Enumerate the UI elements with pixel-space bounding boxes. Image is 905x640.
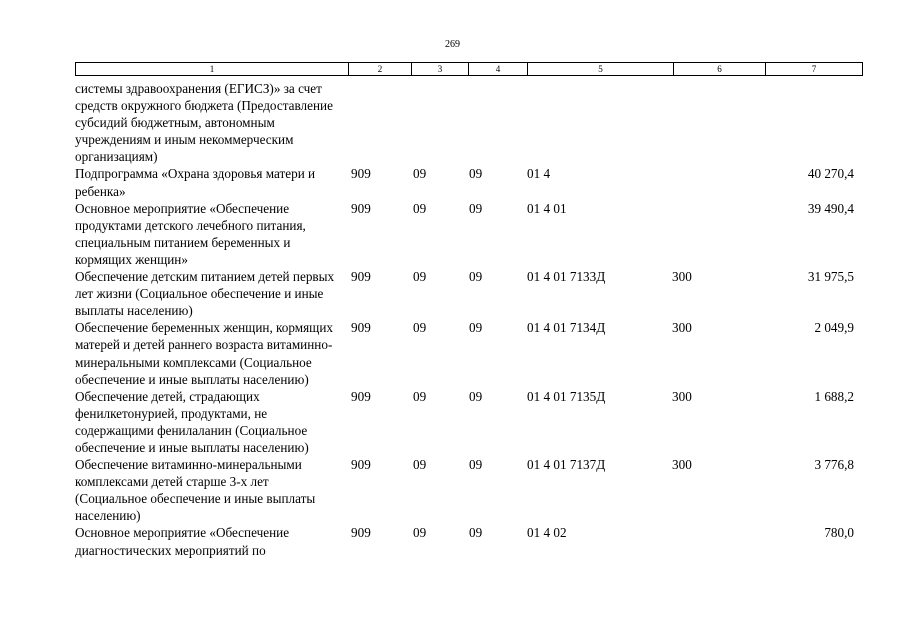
row-ministry <box>347 80 409 165</box>
row-name: Основное мероприятие «Обеспечение продуктами детского лечебного питания, специальным питанием беременных и кормящих женщин» <box>75 200 306 267</box>
table-row <box>75 80 855 165</box>
row-ministry: 909 <box>351 320 371 336</box>
row-section: 09 <box>413 269 427 285</box>
row-section <box>409 80 465 165</box>
row-name: Обеспечение витаминно-минеральными комплексами детей старше 3-х лет (Социальное обеспечение и иные выплаты населению) <box>75 457 316 524</box>
row-subsection: 09 <box>469 166 483 182</box>
row-section: 09 <box>413 320 427 336</box>
row-expense-type <box>668 200 759 268</box>
table-row <box>75 319 855 387</box>
row-target: 01 4 02 <box>527 525 567 541</box>
row-ministry: 909 <box>351 388 371 404</box>
row-section: 09 <box>413 525 427 541</box>
row-name: Подпрограмма «Охрана здоровья матери и ребенка» <box>75 166 316 199</box>
row-section: 09 <box>413 166 427 182</box>
row-ministry: 909 <box>351 200 371 216</box>
row-expense-type: 300 <box>672 388 692 404</box>
row-section: 09 <box>413 388 427 404</box>
row-target: 01 4 01 <box>527 200 567 216</box>
row-name: системы здравоохранения (ЕГИСЗ)» за счет средств окружного бюджета (Предоставление субсидий бюджетным, автономным учреждениям и иным некоммерческим организациям) <box>75 81 333 165</box>
row-subsection: 09 <box>469 200 483 216</box>
table-row <box>75 388 855 456</box>
header-col-3: 3 <box>412 63 469 76</box>
row-subsection: 09 <box>469 269 483 285</box>
row-subsection: 09 <box>469 388 483 404</box>
header-row <box>76 63 863 76</box>
row-amount: 780,0 <box>824 525 854 541</box>
budget-table <box>75 80 855 559</box>
row-amount: 1 688,2 <box>814 388 854 404</box>
table-row <box>75 165 855 199</box>
row-section: 09 <box>413 457 427 473</box>
row-expense-type <box>668 80 759 165</box>
row-amount: 40 270,4 <box>807 166 854 182</box>
row-name: Обеспечение детей, страдающих фенилкетонурией, продуктами, не содержащими фенилаланин (Социальное обеспечение и иные выплаты населению) <box>75 388 309 455</box>
row-amount: 3 776,8 <box>814 457 854 473</box>
row-ministry: 909 <box>351 269 371 285</box>
row-expense-type <box>668 524 759 558</box>
table-row <box>75 268 855 319</box>
row-amount <box>759 80 855 165</box>
header-col-5: 5 <box>528 63 674 76</box>
row-subsection: 09 <box>469 320 483 336</box>
row-expense-type <box>668 165 759 199</box>
header-col-2: 2 <box>349 63 412 76</box>
row-subsection: 09 <box>469 457 483 473</box>
row-ministry: 909 <box>351 166 371 182</box>
table-row <box>75 200 855 268</box>
page-number: 269 <box>445 39 460 50</box>
row-subsection <box>465 80 523 165</box>
table-row <box>75 524 855 558</box>
row-target <box>523 80 668 165</box>
row-section: 09 <box>413 200 427 216</box>
column-number-header <box>75 62 863 76</box>
row-amount: 39 490,4 <box>807 200 854 216</box>
header-col-7: 7 <box>766 63 863 76</box>
row-target: 01 4 01 7135Д <box>527 388 606 404</box>
row-target: 01 4 <box>527 166 551 182</box>
table-row <box>75 456 855 524</box>
row-target: 01 4 01 7137Д <box>527 457 606 473</box>
row-name: Основное мероприятие «Обеспечение диагностических мероприятий по <box>75 525 290 558</box>
row-target: 01 4 01 7134Д <box>527 320 606 336</box>
row-name: Обеспечение беременных женщин, кормящих матерей и детей раннего возраста витаминно-минеральными комплексами (Социальное обеспечение и иные выплаты населению) <box>75 320 333 387</box>
header-col-6: 6 <box>674 63 766 76</box>
row-expense-type: 300 <box>672 320 692 336</box>
header-col-4: 4 <box>469 63 528 76</box>
row-amount: 31 975,5 <box>807 269 854 285</box>
row-ministry: 909 <box>351 457 371 473</box>
row-expense-type: 300 <box>672 269 692 285</box>
row-target: 01 4 01 7133Д <box>527 269 606 285</box>
row-expense-type: 300 <box>672 457 692 473</box>
row-ministry: 909 <box>351 525 371 541</box>
row-amount: 2 049,9 <box>814 320 854 336</box>
row-name: Обеспечение детским питанием детей первых лет жизни (Социальное обеспечение и иные выплаты населению) <box>75 269 335 319</box>
header-col-1: 1 <box>76 63 349 76</box>
row-subsection: 09 <box>469 525 483 541</box>
